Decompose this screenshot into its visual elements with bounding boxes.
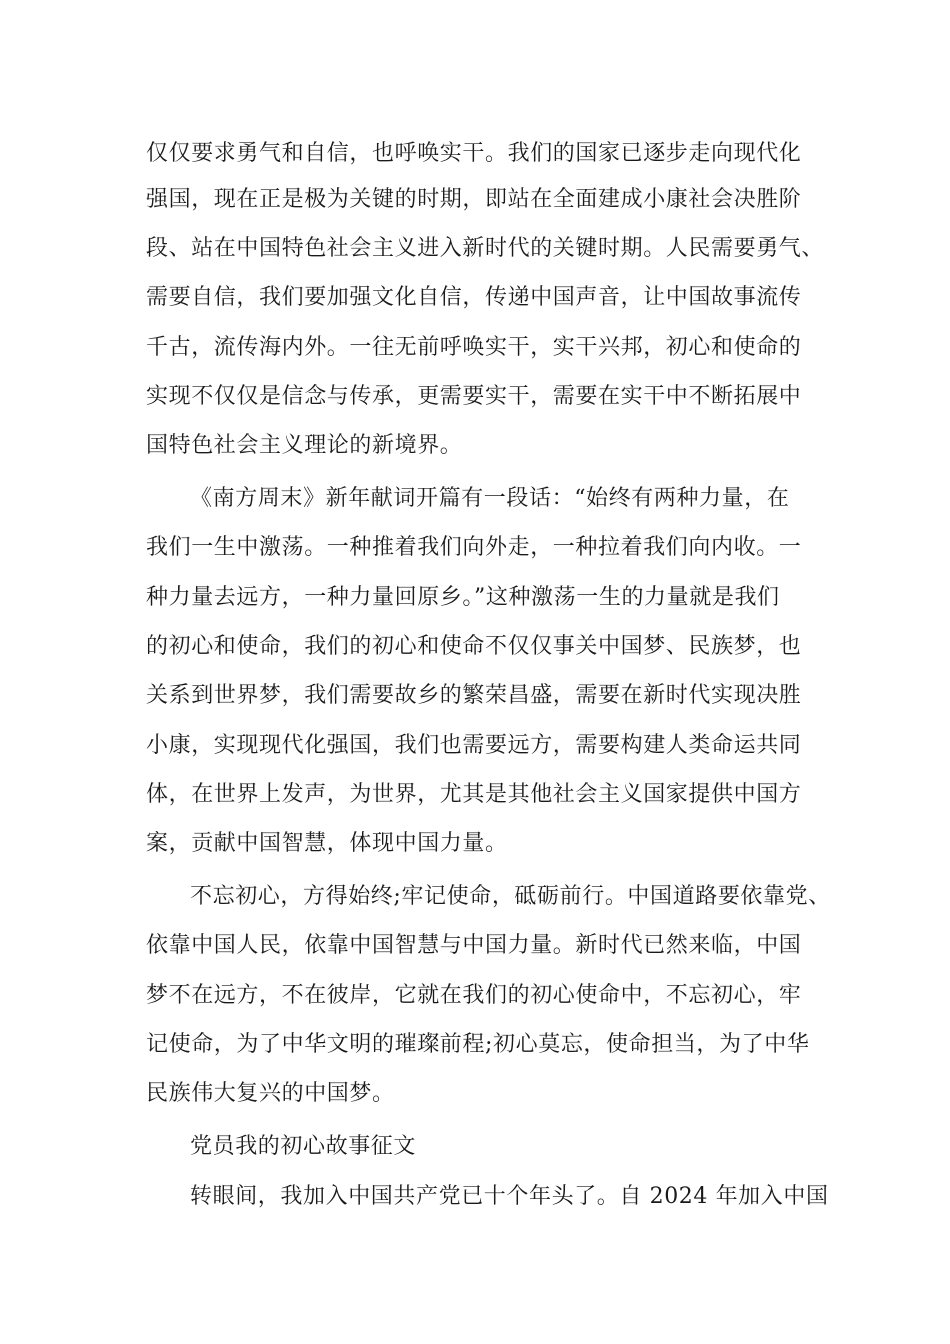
text-line: 记使命，为了中华文明的璀璨前程;初心莫忘，使命担当，为了中华 [146, 1032, 810, 1057]
text-line: 需要自信，我们要加强文化自信，传递中国声音，让中国故事流传 [146, 285, 802, 310]
text-line: 强国，现在正是极为关键的时期，即站在全面建成小康社会决胜阶 [146, 187, 802, 212]
text-line: 我们一生中激荡。一种推着我们向外走，一种拉着我们向内收。一 [146, 535, 802, 560]
text-line: 千古，流传海内外。一往无前呼唤实干，实干兴邦，初心和使命的 [146, 335, 802, 360]
section-heading: 党员我的初心故事征文 [190, 1134, 417, 1159]
text-line: 案，贡献中国智慧，体现中国力量。 [146, 831, 508, 856]
text-line: 依靠中国人民，依靠中国智慧与中国力量。新时代已然来临，中国 [146, 933, 802, 958]
paragraph-start-line: 转眼间，我加入中国共产党已十个年头了。自 2024 年加入中国 [190, 1184, 829, 1209]
paragraph-start-line: 《南方周末》新年献词开篇有一段话：“始终有两种力量，在 [190, 486, 790, 511]
text-line: 实现不仅仅是信念与传承，更需要实干，需要在实干中不断拓展中 [146, 384, 802, 409]
text-line: 种力量去远方，一种力量回原乡。”这种激荡一生的力量就是我们 [146, 585, 780, 610]
text-line: 民族伟大复兴的中国梦。 [146, 1081, 395, 1106]
text-line: 梦不在远方，不在彼岸，它就在我们的初心使命中，不忘初心，牢 [146, 983, 802, 1008]
text-line: 仅仅要求勇气和自信，也呼唤实干。我们的国家已逐步走向现代化 [146, 141, 802, 166]
text-line: 体，在世界上发声，为世界，尤其是其他社会主义国家提供中国方 [146, 782, 802, 807]
text-line: 的初心和使命，我们的初心和使命不仅仅事关中国梦、民族梦，也 [146, 634, 802, 659]
text-line: 小康，实现现代化强国，我们也需要远方，需要构建人类命运共同 [146, 733, 802, 758]
text-line: 关系到世界梦，我们需要故乡的繁荣昌盛，需要在新时代实现决胜 [146, 683, 802, 708]
paragraph-start-line: 不忘初心，方得始终;牢记使命，砥砺前行。中国道路要依靠党、 [190, 884, 831, 909]
text-line: 国特色社会主义理论的新境界。 [146, 433, 463, 458]
text-line: 段、站在中国特色社会主义进入新时代的关键时期。人民需要勇气、 [146, 236, 825, 261]
